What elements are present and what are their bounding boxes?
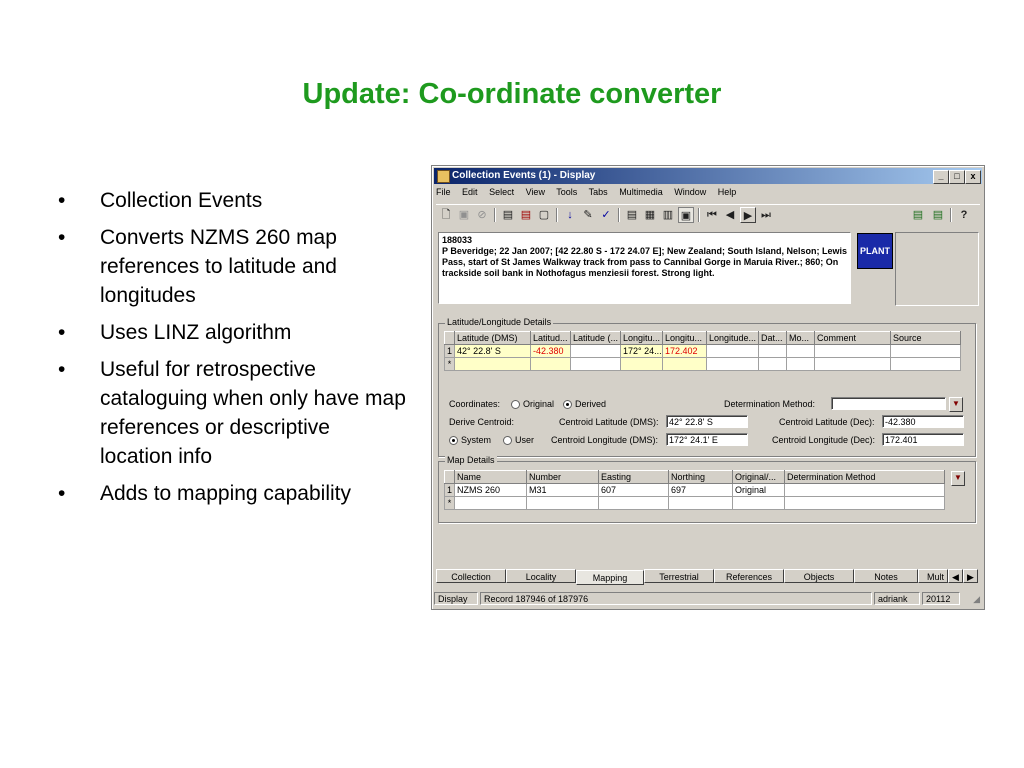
bullet-text: Uses LINZ algorithm: [100, 321, 292, 344]
tab-strip: [436, 569, 980, 585]
new-row-marker: *: [445, 497, 455, 510]
table-row[interactable]: [445, 484, 945, 497]
table-cell[interactable]: [891, 345, 961, 358]
menu-multimedia[interactable]: Multimedia: [619, 187, 663, 197]
toolbar-separator: [556, 208, 558, 222]
column-header[interactable]: Latitud...: [531, 332, 571, 345]
table-cell[interactable]: [815, 345, 891, 358]
latlong-header-row: [445, 332, 961, 345]
table-cell[interactable]: NZMS 260: [455, 484, 527, 497]
record-summary-text: P Beveridge; 22 Jan 2007; [42 22.80 S - 172 24.07 E]; New Zealand; South Island, Nelson; Lewis Pass, start of St James Walkway track from pass to Cannibal Gorge in Maruia River.; 860; On trackside soil bank in Nothofagus menziesii forest. Strong light.: [442, 246, 847, 278]
export-icon[interactable]: ▤: [932, 209, 944, 221]
column-header[interactable]: Northing: [669, 471, 733, 484]
bullet-text: Adds to mapping capability: [100, 482, 351, 505]
menu-file[interactable]: File: [436, 187, 451, 197]
determination-method-label: Determination Method:: [724, 399, 816, 409]
bullet-text: Collection Events: [100, 189, 263, 212]
centroid-lat-dms-field[interactable]: 42° 22.8' S: [666, 415, 748, 428]
context-help-icon[interactable]: ?: [960, 209, 968, 221]
column-header[interactable]: Dat...: [759, 332, 787, 345]
toolbar-separator: [950, 208, 952, 222]
menu-window[interactable]: Window: [674, 187, 707, 197]
table-cell[interactable]: 172.402: [663, 345, 707, 358]
table-cell[interactable]: [733, 497, 785, 510]
map-details-group-title: Map Details: [447, 455, 495, 465]
resize-grip-icon[interactable]: ◢: [973, 594, 980, 604]
menu-edit[interactable]: Edit: [462, 187, 478, 197]
column-header[interactable]: Original/...: [733, 471, 785, 484]
table-cell[interactable]: [599, 497, 669, 510]
copy-record-icon[interactable]: ▢: [538, 209, 550, 221]
map-details-table[interactable]: [444, 470, 945, 510]
bullet-marker: •: [58, 226, 66, 249]
coord-original-radio[interactable]: [511, 399, 554, 409]
column-header[interactable]: Latitude (...: [571, 332, 621, 345]
slide-title: Update: Co-ordinate converter: [302, 78, 722, 110]
determination-method-field[interactable]: [831, 397, 946, 410]
column-header[interactable]: Longitu...: [663, 332, 707, 345]
tab-collection[interactable]: Collection: [436, 569, 506, 583]
menu-bar: [436, 187, 980, 201]
cancel-icon[interactable]: ⊘: [477, 209, 487, 221]
radio-label: System: [461, 435, 492, 445]
first-record-icon[interactable]: ⏮: [707, 209, 717, 221]
delete-record-icon[interactable]: ▤: [520, 209, 532, 221]
table-cell[interactable]: [621, 358, 663, 371]
centroid-lat-dec-label: Centroid Latitude (Dec):: [779, 417, 875, 427]
status-bar: [434, 591, 982, 606]
bullet-item: [58, 318, 408, 347]
table-cell[interactable]: [891, 358, 961, 371]
toolbar-separator: [494, 208, 496, 222]
column-header[interactable]: Determination Method: [785, 471, 945, 484]
table-row[interactable]: [445, 345, 961, 358]
maximize-button[interactable]: □: [949, 170, 965, 184]
new-row[interactable]: [445, 497, 945, 510]
centroid-long-dms-label: Centroid Longitude (DMS):: [551, 435, 659, 445]
table-cell[interactable]: [785, 484, 945, 497]
table-cell[interactable]: [571, 358, 621, 371]
table-cell[interactable]: [707, 345, 759, 358]
toolbar-separator: [698, 208, 700, 222]
table-cell[interactable]: [707, 358, 759, 371]
table-cell[interactable]: [787, 345, 815, 358]
status-code: 20112: [922, 592, 960, 605]
edit-icon[interactable]: ✎: [583, 209, 593, 221]
last-record-icon[interactable]: ⏭: [761, 209, 771, 221]
radio-icon: [503, 436, 512, 445]
bullet-text: Useful for retrospective cataloguing when only have map references or descriptive location info: [100, 358, 406, 468]
record-summary: [438, 232, 851, 304]
table-cell[interactable]: [759, 358, 787, 371]
radio-label: Derived: [575, 399, 607, 409]
table-cell[interactable]: 172° 24...: [621, 345, 663, 358]
bullet-item: [58, 186, 408, 215]
tab-references[interactable]: References: [714, 569, 784, 583]
column-header[interactable]: Easting: [599, 471, 669, 484]
window-titlebar[interactable]: [434, 168, 982, 184]
bullet-item: [58, 355, 408, 471]
app-icon: [437, 170, 450, 183]
column-header[interactable]: Longitu...: [621, 332, 663, 345]
table-cell[interactable]: [759, 345, 787, 358]
column-header[interactable]: Comment: [815, 332, 891, 345]
centroid-lat-dms-label: Centroid Latitude (DMS):: [559, 417, 659, 427]
table-cell[interactable]: Original: [733, 484, 785, 497]
row-number[interactable]: 1: [445, 345, 455, 358]
table-cell[interactable]: 697: [669, 484, 733, 497]
centroid-lat-dec-field[interactable]: -42.380: [882, 415, 964, 428]
centroid-long-dec-field[interactable]: 172.401: [882, 433, 964, 446]
tab-mapping[interactable]: Mapping: [576, 570, 644, 585]
tab-notes[interactable]: Notes: [854, 569, 918, 583]
sort-icon[interactable]: ↓: [567, 209, 573, 221]
table-cell[interactable]: [571, 345, 621, 358]
image-panel: [895, 232, 979, 306]
latlong-table[interactable]: [444, 331, 961, 371]
table-cell[interactable]: [787, 358, 815, 371]
column-header[interactable]: Source: [891, 332, 961, 345]
map-details-group: [438, 455, 976, 523]
status-record: Record 187946 of 187976: [480, 592, 872, 605]
radio-selected-icon: [563, 400, 572, 409]
new-row[interactable]: [445, 358, 961, 371]
previous-record-icon[interactable]: ◀: [725, 209, 735, 221]
lookup-icon[interactable]: ▼: [949, 397, 963, 412]
toolbar-separator: [618, 208, 620, 222]
centroid-long-dms-field[interactable]: 172° 24.1' E: [666, 433, 748, 446]
menu-select[interactable]: Select: [489, 187, 515, 197]
window-title: Collection Events (1) - Display: [452, 170, 596, 181]
row-number[interactable]: 1: [445, 484, 455, 497]
tab-multimedia[interactable]: Mult: [918, 569, 948, 583]
centroid-system-radio[interactable]: [449, 435, 491, 445]
tab-scroll-left-icon[interactable]: ◀: [948, 569, 963, 583]
table-cell[interactable]: [669, 497, 733, 510]
bullet-marker: •: [58, 189, 66, 212]
menu-tabs[interactable]: Tabs: [588, 187, 608, 197]
new-row-marker: *: [445, 358, 455, 371]
table-cell[interactable]: [527, 497, 599, 510]
centroid-long-dec-label: Centroid Longitude (Dec):: [772, 435, 876, 445]
table-cell[interactable]: [663, 358, 707, 371]
radio-selected-icon: [449, 436, 458, 445]
bullet-text: Converts NZMS 260 map references to latitude and longitudes: [100, 226, 337, 307]
bullet-item: [58, 223, 408, 310]
page-view-icon[interactable]: ▥: [662, 209, 674, 221]
row-header-corner: [445, 332, 455, 345]
tab-scroll-right-icon[interactable]: ▶: [963, 569, 978, 583]
new-document-icon[interactable]: 🗋: [441, 209, 451, 221]
coord-derived-radio[interactable]: [563, 399, 606, 409]
menu-view[interactable]: View: [525, 187, 545, 197]
bullet-list: [58, 186, 408, 516]
derive-centroid-label: Derive Centroid:: [449, 417, 515, 427]
minimize-button[interactable]: _: [933, 170, 949, 184]
column-header[interactable]: Latitude (DMS): [455, 332, 531, 345]
menu-help[interactable]: Help: [717, 187, 737, 197]
column-header[interactable]: Mo...: [787, 332, 815, 345]
list-view-icon[interactable]: ▤: [626, 209, 638, 221]
import-icon[interactable]: ▤: [912, 209, 924, 221]
table-cell[interactable]: [455, 358, 531, 371]
radio-icon: [511, 400, 520, 409]
bullet-marker: •: [58, 358, 66, 381]
display-view-icon[interactable]: ▣: [678, 207, 694, 223]
coordinates-label: Coordinates:: [449, 399, 501, 409]
bullet-item: [58, 479, 408, 508]
table-cell[interactable]: [455, 497, 527, 510]
plant-button[interactable]: PLANT: [857, 233, 893, 269]
table-cell[interactable]: M31: [527, 484, 599, 497]
next-record-icon[interactable]: ▶: [740, 207, 756, 223]
radio-label: Original: [523, 399, 555, 409]
bullet-marker: •: [58, 321, 66, 344]
tab-terrestrial[interactable]: Terrestrial: [644, 569, 714, 583]
column-header[interactable]: Name: [455, 471, 527, 484]
table-cell[interactable]: [785, 497, 945, 510]
collection-events-window: [431, 165, 985, 610]
tab-locality[interactable]: Locality: [506, 569, 576, 583]
column-header[interactable]: Longitude...: [707, 332, 759, 345]
record-id: 188033: [442, 235, 473, 245]
column-header[interactable]: Number: [527, 471, 599, 484]
radio-label: User: [515, 435, 535, 445]
status-mode: Display: [434, 592, 478, 605]
table-cell[interactable]: [815, 358, 891, 371]
status-user: adriank: [874, 592, 920, 605]
record-icon[interactable]: ▤: [502, 209, 514, 221]
table-cell[interactable]: -42.380: [531, 345, 571, 358]
centroid-user-radio[interactable]: [503, 435, 534, 445]
tab-objects[interactable]: Objects: [784, 569, 854, 583]
latlong-group-title: Latitude/Longitude Details: [447, 317, 552, 327]
row-header-corner: [445, 471, 455, 484]
map-lookup-icon[interactable]: ▼: [951, 471, 965, 486]
table-cell[interactable]: 607: [599, 484, 669, 497]
latlong-group: [438, 317, 976, 457]
close-button[interactable]: x: [965, 170, 981, 184]
save-icon[interactable]: ▣: [458, 209, 470, 221]
spellcheck-icon[interactable]: ✓: [601, 209, 611, 221]
table-cell[interactable]: [531, 358, 571, 371]
bullet-marker: •: [58, 482, 66, 505]
map-header-row: [445, 471, 945, 484]
toolbar: [436, 204, 980, 225]
menu-tools[interactable]: Tools: [556, 187, 578, 197]
table-view-icon[interactable]: ▦: [644, 209, 656, 221]
table-cell[interactable]: 42° 22.8' S: [455, 345, 531, 358]
